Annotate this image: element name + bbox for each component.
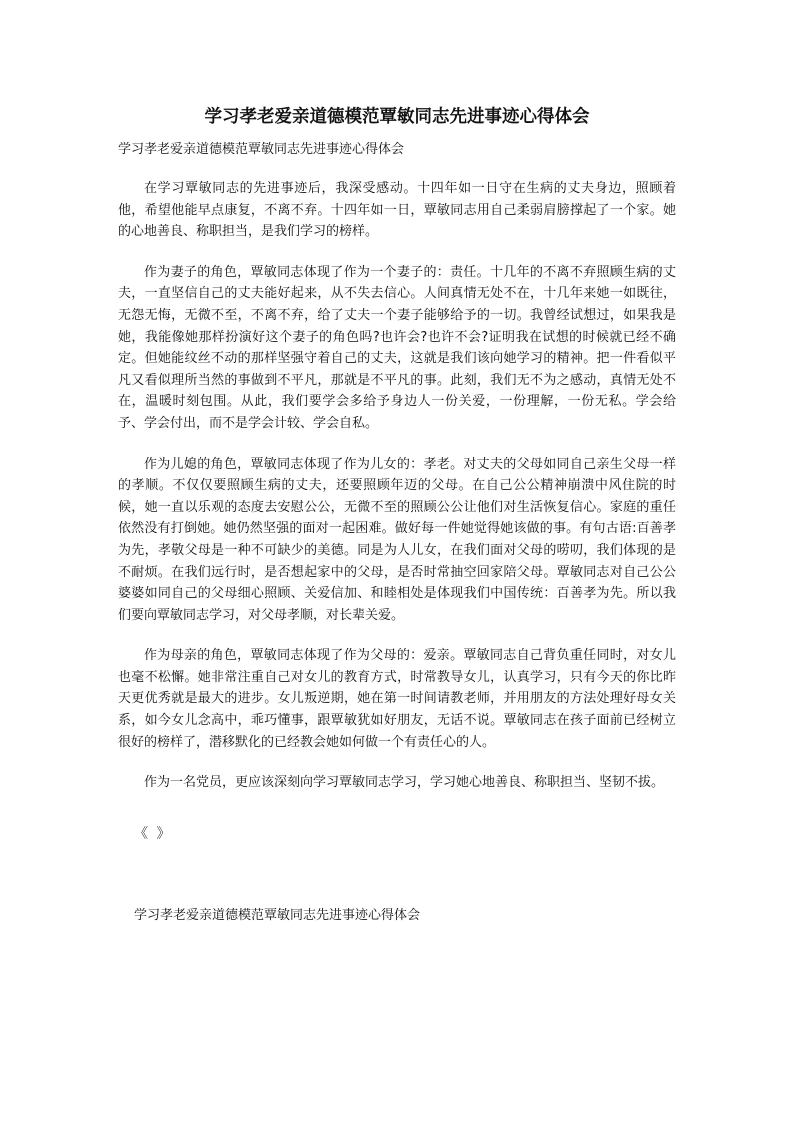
paragraph-conclusion: 作为一名党员，更应该深刻向学习覃敏同志学习，学习她心地善良、称职担当、坚韧不拔。: [144, 775, 665, 791]
document-subtitle: 学习孝老爱亲道德模范覃敏同志先进事迹心得体会: [118, 142, 405, 157]
document-footer-title: 学习孝老爱亲道德模范覃敏同志先进事迹心得体会: [134, 908, 421, 923]
paragraph-daughter-in-law-role: 作为儿媳的角色，覃敏同志体现了作为儿女的：孝老。对丈夫的父母如同自己亲生父母一样的孝顺。不仅仅要照顾生病的丈夫，还要照顾年迈的父母。在自己公公精神崩溃中风住院的时候，她一直以乐观的态度去安慰公公，无微不至的照顾公公让他们对生活恢复信心。家庭的重任依然没有打倒她。她仍然坚强的面对一起困难。做好每一件她觉得她该做的事。有句古语:百善孝为先，孝敬父母是一种不可缺少的美德。同是为人儿女，在我们面对父母的唠叨，我们体现的是不耐烦。在我们远行时，是否想起家中的父母，是否时常抽空回家陪父母。覃敏同志对自己公公婆婆如同自己的父母细心照顾、关爱信加、和睦相处是体现我们中国传统：百善孝为先。所以我们要向覃敏同志学习，对父母孝顺，对长辈关爱。: [118, 456, 676, 623]
document-body: [118, 178, 676, 813]
paragraph-mother-role: 作为母亲的角色，覃敏同志体现了作为父母的：爱亲。覃敏同志自己背负重任同时，对女儿也毫不松懈。她非常注重自己对女儿的教育方式，时常教导女儿，认真学习，只有今天的你比昨天更优秀就是最大的进步。女儿叛逆期，她在第一时间请教老师，并用朋友的方法处理好母女关系，如今女儿念高中，乖巧懂事，跟覃敏犹如好朋友，无话不说。覃敏同志在孩子面前已经树立很好的榜样了，潜移默化的已经教会她如何做一个有责任心的人。: [118, 648, 676, 750]
paragraph-wife-role: 作为妻子的角色，覃敏同志体现了作为一个妻子的：责任。十几年的不离不弃照顾生病的丈夫，一直坚信自己的丈夫能好起来，从不失去信心。人间真情无处不在，十几年来她一如既往，无怨无悔，无微不至，不离不弃，给了丈夫一个妻子能够给予的一切。我曾经试想过，如果我是她，我能像她那样扮演好这个妻子的角色吗?也许会?也许不会?证明我在试想的时候就已经不确定。但她能纹丝不动的那样坚强守着自己的丈夫，这就是我们该向她学习的精神。把一件看似平凡又看似理所当然的事做到不平凡，那就是不平凡的事。此刻，我们无不为之感动，真情无处不在，温暖时刻包围。从此，我们要学会多给予身边人一份关爱，一份理解，一份无私。学会给予、学会付出，而不是学会计较、学会自私。: [118, 264, 676, 431]
paragraph-intro: 在学习覃敏同志的先进事迹后，我深受感动。十四年如一日守在生病的丈夫身边，照顾着他，希望他能早点康复，不离不弃。十四年如一日，覃敏同志用自己柔弱肩膀撑起了一个家。她的心地善良、称职担当，是我们学习的榜样。: [118, 181, 676, 240]
page-nav-arrows[interactable]: 《 》: [134, 826, 173, 842]
document-title: 学习孝老爱亲道德模范覃敏同志先进事迹心得体会: [204, 107, 590, 127]
